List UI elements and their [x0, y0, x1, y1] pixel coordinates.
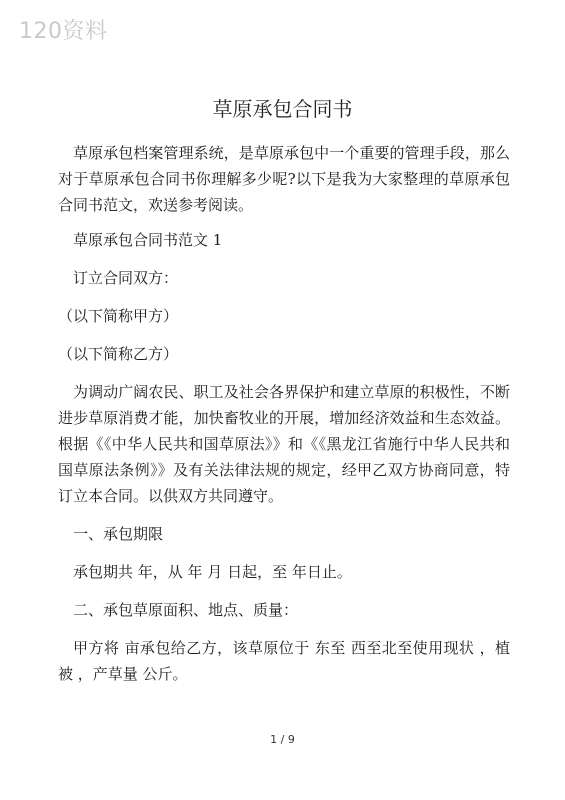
parties-heading: 订立合同双方：	[73, 269, 179, 287]
section-heading-sample: 草原承包合同书范文 1	[73, 231, 223, 249]
party-a-line: （以下简称甲方）	[58, 307, 179, 325]
purpose-paragraph: 为调动广阔农民、职工及社会各界保护和建立草原的积极性，不断进步草原消费才能，加快畜牧业的开展，增加经济效益和生态效益。根据《《中华人民共和国草原法》》和《《黑龙江省施行中华人民共和国草原法条例》》及有关法律法规的规定，经甲乙双方协商同意，特订立本合同。以供双方共同遵守。	[58, 383, 510, 505]
clause-2-text: 甲方将 亩承包给乙方，该草原位于 东至 西至北至使用现状 ，植被 ，产草量 公斤。	[58, 639, 510, 683]
party-b-line: （以下简称乙方）	[58, 345, 179, 363]
document-body	[58, 140, 510, 687]
document-title: 草原承包合同书	[212, 97, 353, 121]
watermark-logo: 120资料	[19, 19, 108, 44]
intro-paragraph: 草原承包档案管理系统，是草原承包中一个重要的管理手段，那么对于草原承包合同书你理解多少呢?以下是我为大家整理的草原承包合同书范文，欢送参考阅读。	[58, 144, 510, 214]
clause-1-heading: 一、承包期限	[73, 525, 164, 543]
page-number: 1 / 9	[270, 733, 295, 746]
clause-1-text: 承包期共 年，从 年 月 日起，至 年日止。	[73, 563, 352, 581]
clause-2-heading: 二、承包草原面积、地点、质量：	[73, 601, 299, 619]
